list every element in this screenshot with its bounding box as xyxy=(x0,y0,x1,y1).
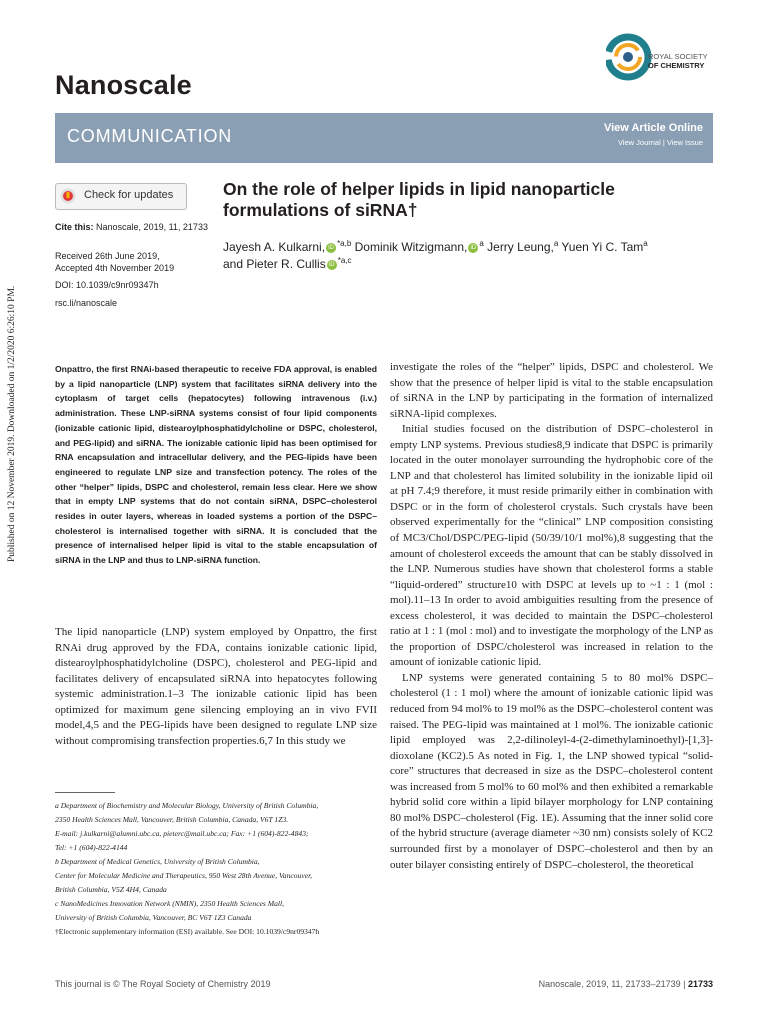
affiliation-mark: a xyxy=(553,239,559,248)
affiliation-mark: *a,c xyxy=(337,256,352,265)
right-column-text xyxy=(390,360,713,873)
author-name: Dominik Witzigmann, xyxy=(354,240,468,254)
affiliation-footnotes xyxy=(55,799,377,939)
author-name: Yuen Yi C. Tam xyxy=(561,240,644,254)
received-accepted-dates xyxy=(55,250,174,274)
footnote-line: University of British Columbia, Vancouver, BC V6T 1Z3 Canada xyxy=(55,913,252,922)
journal-name: Nanoscale xyxy=(55,70,192,100)
footnote-line: 2350 Health Sciences Mall, Vancouver, British Columbia, Canada, V6T 1Z3. xyxy=(55,815,289,824)
check-for-updates-button[interactable] xyxy=(55,183,187,210)
intro-paragraph: The lipid nanoparticle (LNP) system employed by Onpattro, the first RNAi drug approved by the FDA, contains ionizable cationic lipid, distearoylphosphatidylcholine (DSPC), cholesterol and PEG-lipid and facilitates delivery of encapsulated siRNA into hepatocytes following systemic administration.1–3 The ionizable cationic lipid has been optimized for maximum gene silencing employing an in vivo FVII model,4,5 and the PEG-lipids have been designed to regulate LNP size without compromising transfection properties.6,7 In this study we xyxy=(55,626,377,747)
body-paragraph: LNP systems were generated containing 5 to 80 mol% DSPC–cholesterol (1 : 1 mol) where the amount of ionizable cationic lipid was reduced from 94 mol% to 19 mol% as the DSPC–cholesterol content was raised. The PEG-lipid was maintained at 1 mol%. The ionizable cationic lipid employed was 2,2-dilinoleyl-4-(2-dimethylaminoethyl)-[1,3]-dioxolane (KC2).5 As noted in Fig. 1, the LNP showed typical “solid-core” structures that decreased in size as the DSPC–cholesterol content was increased from 5 mol% to 60 mol% and then exhibited a remarkable hybrid solid core within a lipid bilayer morphology for LNP containing 80 mol% DSPC–cholesterol (Fig. 1E). Assuming that the inner solid core of the hybrid structure (average diameter ~30 nm) consists solely of KC2 surrounded first by a monolayer of DSPC–cholesterol and then by an outer bilayer consisting entirely of DSPC–cholesterol, the theoretical xyxy=(390,671,713,871)
copyright-footer: This journal is © The Royal Society of Chemistry 2019 xyxy=(55,979,271,989)
affiliation-mark: *a,b xyxy=(337,239,352,248)
footnote-line: Center for Molecular Medicine and Therapeutics, 950 West 28th Avenue, Vancouver, xyxy=(55,871,313,880)
rsc-logo-text xyxy=(648,52,708,70)
received-date: Received 26th June 2019, xyxy=(55,251,160,261)
cite-text: Nanoscale, 2019, 11, 21733 xyxy=(96,222,208,232)
author-name: Jayesh A. Kulkarni, xyxy=(223,240,326,254)
check-updates-label: Check for updates xyxy=(84,189,174,201)
footnote-line: c NanoMedicines Innovation Network (NMIN), 2350 Health Sciences Mall, xyxy=(55,899,285,908)
doi-line[interactable]: DOI: 10.1039/c9nr09347h xyxy=(55,280,159,290)
abstract: Onpattro, the first RNAi-based therapeutic to receive FDA approval, is enabled by a lipid nanoparticle (LNP) system that facilitates siRNA delivery into the cytoplasm of target cells (hepatocytes) following intravenous (i.v.) administration. These LNP-siRNA systems consist of four lipid components (ionizable cationic lipid, distearoylphosphatidylcholine or DSPC, cholesterol, and PEG-lipid) and siRNA. The ionizable cationic lipid has been optimised for RNA encapsulation and intracellular delivery, and the PEG-lipids have been engineered to regulate LNP size and transfection potency. The roles of the other “helper” lipids, DSPC and cholesterol, remain less clear. Here we show that in empty LNP systems that do not contain siRNA, DSPC–cholesterol resides in outer layers, whereas in loaded systems a portion of the DSPC–cholesterol is internalised together with siRNA. It is concluded that the presence of internalised helper lipid is vital to the stable encapsulation of siRNA in the LNP and thus to LNP-siRNA function. xyxy=(55,364,377,566)
author-list xyxy=(223,239,703,273)
journal-site-link[interactable]: rsc.li/nanoscale xyxy=(55,298,118,308)
footnote-line: a Department of Biochemistry and Molecular Biology, University of British Columbia, xyxy=(55,801,319,810)
rsc-logo-line1: ROYAL SOCIETY xyxy=(648,52,708,61)
footnote-line: b Department of Medical Genetics, University of British Columbia, xyxy=(55,857,260,866)
page-footer xyxy=(539,979,713,989)
accepted-date: Accepted 4th November 2019 xyxy=(55,263,175,273)
journal-issue-links[interactable]: View Journal | View Issue xyxy=(617,138,703,147)
rsc-logo-line2: OF CHEMISTRY xyxy=(648,61,705,70)
esi-footnote: †Electronic supplementary information (ESI) available. See DOI: 10.1039/c9nr09347h xyxy=(55,927,320,936)
body-paragraph: investigate the roles of the “helper” lipids, DSPC and cholesterol. We show that the presence of helper lipid is vital to the stable encapsulation of siRNA in the LNP by participating in the formation of internalized siRNA-lipid complexes. xyxy=(390,361,713,420)
cite-label: Cite this: xyxy=(55,222,94,232)
citation-line xyxy=(55,222,208,232)
orcid-icon[interactable]: iD xyxy=(327,260,337,270)
orcid-icon[interactable]: iD xyxy=(468,243,478,253)
download-watermark: Published on 12 November 2019. Downloaded on 1/2/2020 6:26:10 PM. xyxy=(7,285,17,562)
author-name: and Pieter R. Cullis xyxy=(223,257,326,271)
footnote-line: E-mail: j.kulkarni@alumni.ubc.ca, pieterc@mail.ubc.ca; Fax: +1 (604)-822-4843; xyxy=(55,829,309,838)
view-article-online-link[interactable]: View Article Online xyxy=(603,122,703,134)
body-paragraph: Initial studies focused on the distribution of DSPC–cholesterol in empty LNP systems. Previous studies8,9 indicate that DSPC is primarily located in the outer monolayer surrounding the hydrophobic core of the LNP and that cholesterol has limited solubility in the ionizable lipid oil at pH 7.4;9 therefore, it must reside primarily either in combination with DSPC or in the form of cholesterol crystals. Such crystals have been observed experimentally for the “clinical” LNP composition consisting of MC3/Chol/DSPC/PEG-lipid (50/39/10/1 mol%),8 suggesting that the amount of cholesterol exceeds the amount that can be stably dissolved in the LNP. Numerous studies have shown that cholesterol forms a stable “liquid-ordered” structure10 with DSPC at levels up to ~1 : 1 (mol : mol).11–13 In order to avoid ambiguities resulting from the presence of excess cholesterol, it was decided to maintain the DSPC–cholesterol ratio at 1 : 1 (mol : mol) and to investigate the morphology of the LNP as the proportion of DSPC/cholesterol was increased in relation to the amount of ionizable cationic lipid. xyxy=(390,423,713,669)
footnote-divider xyxy=(55,792,115,793)
article-type-label: COMMUNICATION xyxy=(67,126,233,146)
journal-citation-footer: Nanoscale, 2019, 11, 21733–21739 | xyxy=(538,979,686,989)
footnote-line: British Columbia, V5Z 4H4, Canada xyxy=(55,885,167,894)
page-number: 21733 xyxy=(687,979,713,989)
check-updates-icon xyxy=(60,188,76,204)
article-type-banner xyxy=(55,113,713,163)
footnote-line: Tel: +1 (604)-822-4144 xyxy=(55,843,128,852)
author-name: Jerry Leung, xyxy=(487,240,554,254)
orcid-icon[interactable]: iD xyxy=(326,243,336,253)
affiliation-mark: a xyxy=(643,239,648,248)
affiliation-mark: a xyxy=(479,239,484,248)
article-title: On the role of helper lipids in lipid nanoparticle formulations of siRNA† xyxy=(223,179,615,220)
